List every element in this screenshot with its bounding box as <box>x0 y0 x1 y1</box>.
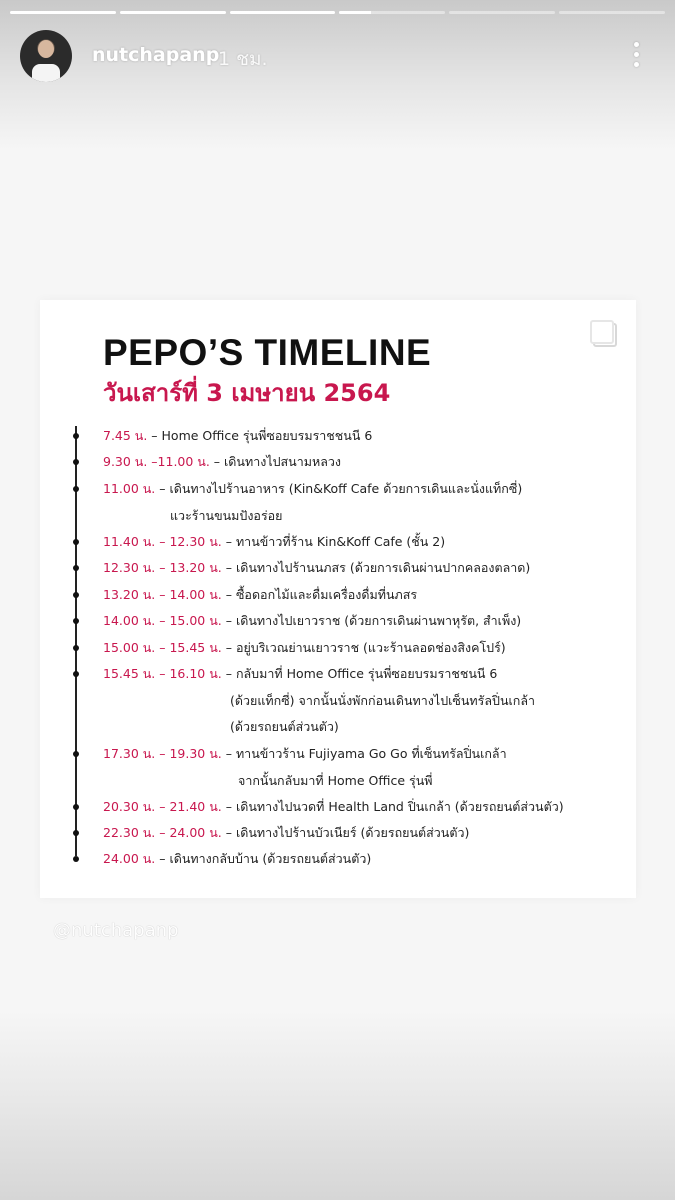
timeline-activity-continued: จากนั้นกลับมาที่ Home Office รุ่นพี่ <box>238 772 433 788</box>
avatar[interactable] <box>20 30 72 82</box>
timeline-line-text <box>103 638 506 658</box>
timeline-entry <box>40 847 636 871</box>
timeline-entry <box>40 424 636 448</box>
timeline-time: 22.30 น. – 24.00 น. <box>103 825 222 840</box>
more-dot <box>634 62 639 67</box>
timeline-line-text <box>103 532 445 552</box>
timeline-dot <box>73 592 79 598</box>
carousel-icon-front <box>590 320 614 344</box>
timeline-activity: – Home Office รุ่นพี่ซอยบรมราชชนนี 6 <box>147 428 373 443</box>
timeline-line-text <box>103 664 497 684</box>
timeline-activity-continued: แวะร้านขนมปังอร่อย <box>170 507 283 523</box>
timeline-time: 7.45 น. <box>103 428 148 443</box>
progress-segment <box>10 11 116 14</box>
progress-fill <box>10 11 116 14</box>
timeline-time: 14.00 น. – 15.00 น. <box>103 613 222 628</box>
timeline-activity: – เดินทางไปร้านนภสร (ด้วยการเดินผ่านปากคลองตลาด) <box>221 560 531 575</box>
timeline-dot <box>73 830 79 836</box>
timeline-line-text <box>103 558 530 578</box>
more-vertical-icon[interactable] <box>624 38 648 70</box>
story-progress-bar <box>10 11 665 15</box>
timeline-activity: – ทานข้าวร้าน Fujiyama Go Go ที่เซ็นทรัลปิ่นเกล้า <box>221 746 507 761</box>
timeline-activity: – เดินทางไปสนามหลวง <box>209 454 341 469</box>
timeline-line-text <box>103 823 469 843</box>
progress-fill <box>230 11 336 14</box>
more-dot <box>634 42 639 47</box>
username-watermark: @nutchapanp <box>53 920 179 941</box>
timeline-entry <box>40 742 636 766</box>
timeline-dot <box>73 539 79 545</box>
timeline-activity: – เดินทางกลับบ้าน (ด้วยรถยนต์ส่วนตัว) <box>155 851 372 866</box>
timeline-time: 15.45 น. – 16.10 น. <box>103 666 222 681</box>
timeline-line-text <box>103 426 372 446</box>
date-subtitle: วันเสาร์ที่ 3 เมษายน 2564 <box>103 379 391 407</box>
timeline-activity: – เดินทางไปเยาวราช (ด้วยการเดินผ่านพาหุรัต, สำเพ็ง) <box>221 613 522 628</box>
timeline-activity: – กลับมาที่ Home Office รุ่นพี่ซอยบรมราชชนนี 6 <box>221 666 498 681</box>
timeline-dot <box>73 751 79 757</box>
username[interactable]: nutchapanp <box>92 44 220 66</box>
progress-fill <box>339 11 371 14</box>
timeline-entry <box>40 530 636 554</box>
timeline-activity: – อยู่บริเวณย่านเยาวราช (แวะร้านลอดช่องสิงคโปร์) <box>221 640 506 655</box>
carousel-icon <box>590 320 612 342</box>
timeline-time: 9.30 น. –11.00 น. <box>103 454 210 469</box>
more-dot <box>634 52 639 57</box>
progress-fill <box>120 11 226 14</box>
timeline-time: 20.30 น. – 21.40 น. <box>103 799 222 814</box>
timeline-entry <box>40 821 636 845</box>
timeline-time: 12.30 น. – 13.20 น. <box>103 560 222 575</box>
timeline-line-text <box>103 797 564 817</box>
timeline-line-text <box>103 744 507 764</box>
timeline-time: 13.20 น. – 14.00 น. <box>103 587 222 602</box>
timeline-time: 15.00 น. – 15.45 น. <box>103 640 222 655</box>
timeline-dot <box>73 433 79 439</box>
timeline-dot <box>73 618 79 624</box>
page-title: PEPO’S TIMELINE <box>103 332 432 373</box>
timeline-activity: – เดินทางไปนวดที่ Health Land ปิ่นเกล้า (ด้วยรถยนต์ส่วนตัว) <box>221 799 564 814</box>
timeline-entry <box>40 477 636 501</box>
timeline-activity: – เดินทางไปร้านอาหาร (Kin&Koff Cafe ด้วยการเดินและนั่งแท็กซี่) <box>155 481 523 496</box>
progress-segment <box>559 11 665 14</box>
timeline-line-text <box>103 611 521 631</box>
timeline-entry <box>40 583 636 607</box>
timeline-entry <box>40 556 636 580</box>
timeline-time: 24.00 น. <box>103 851 156 866</box>
timeline-time: 17.30 น. – 19.30 น. <box>103 746 222 761</box>
timeline-activity-continued: (ด้วยแท็กซี่) จากนั้นนั่งพักก่อนเดินทางไปเซ็นทรัลปิ่นเกล้า <box>230 692 536 708</box>
progress-segment <box>339 11 445 14</box>
timeline-line-text <box>103 585 417 605</box>
timeline-dot <box>73 459 79 465</box>
timeline-dot <box>73 645 79 651</box>
timeline-time: 11.40 น. – 12.30 น. <box>103 534 222 549</box>
progress-segment <box>449 11 555 14</box>
timeline-post-image <box>40 300 636 898</box>
progress-segment <box>230 11 336 14</box>
story-header <box>0 28 675 84</box>
timeline-dot <box>73 486 79 492</box>
timeline-entry <box>40 609 636 633</box>
timeline-activity: – ทานข้าวที่ร้าน Kin&Koff Cafe (ชั้น 2) <box>221 534 446 549</box>
timeline-entry <box>40 662 636 686</box>
timeline-entry <box>40 795 636 819</box>
timeline-activity-continued: (ด้วยรถยนต์ส่วนตัว) <box>230 719 339 734</box>
timeline-activity: – ซื้อดอกไม้และดื่มเครื่องดื่มที่นภสร <box>221 587 418 602</box>
time-ago: 1 ชม. <box>218 48 268 70</box>
timeline-line-text <box>103 479 522 499</box>
progress-segment <box>120 11 226 14</box>
timeline-entry <box>40 636 636 660</box>
timeline-line-text <box>103 452 341 472</box>
timeline-line-text <box>103 849 371 869</box>
timeline-dot <box>73 565 79 571</box>
timeline-entry <box>40 450 636 474</box>
avatar-shirt <box>32 64 60 82</box>
avatar-face <box>38 40 54 58</box>
timeline-dot <box>73 671 79 677</box>
timeline-time: 11.00 น. <box>103 481 156 496</box>
timeline-dot <box>73 804 79 810</box>
timeline-activity: – เดินทางไปร้านบัวเนียร์ (ด้วยรถยนต์ส่วนตัว) <box>221 825 470 840</box>
timeline-dot <box>73 856 79 862</box>
